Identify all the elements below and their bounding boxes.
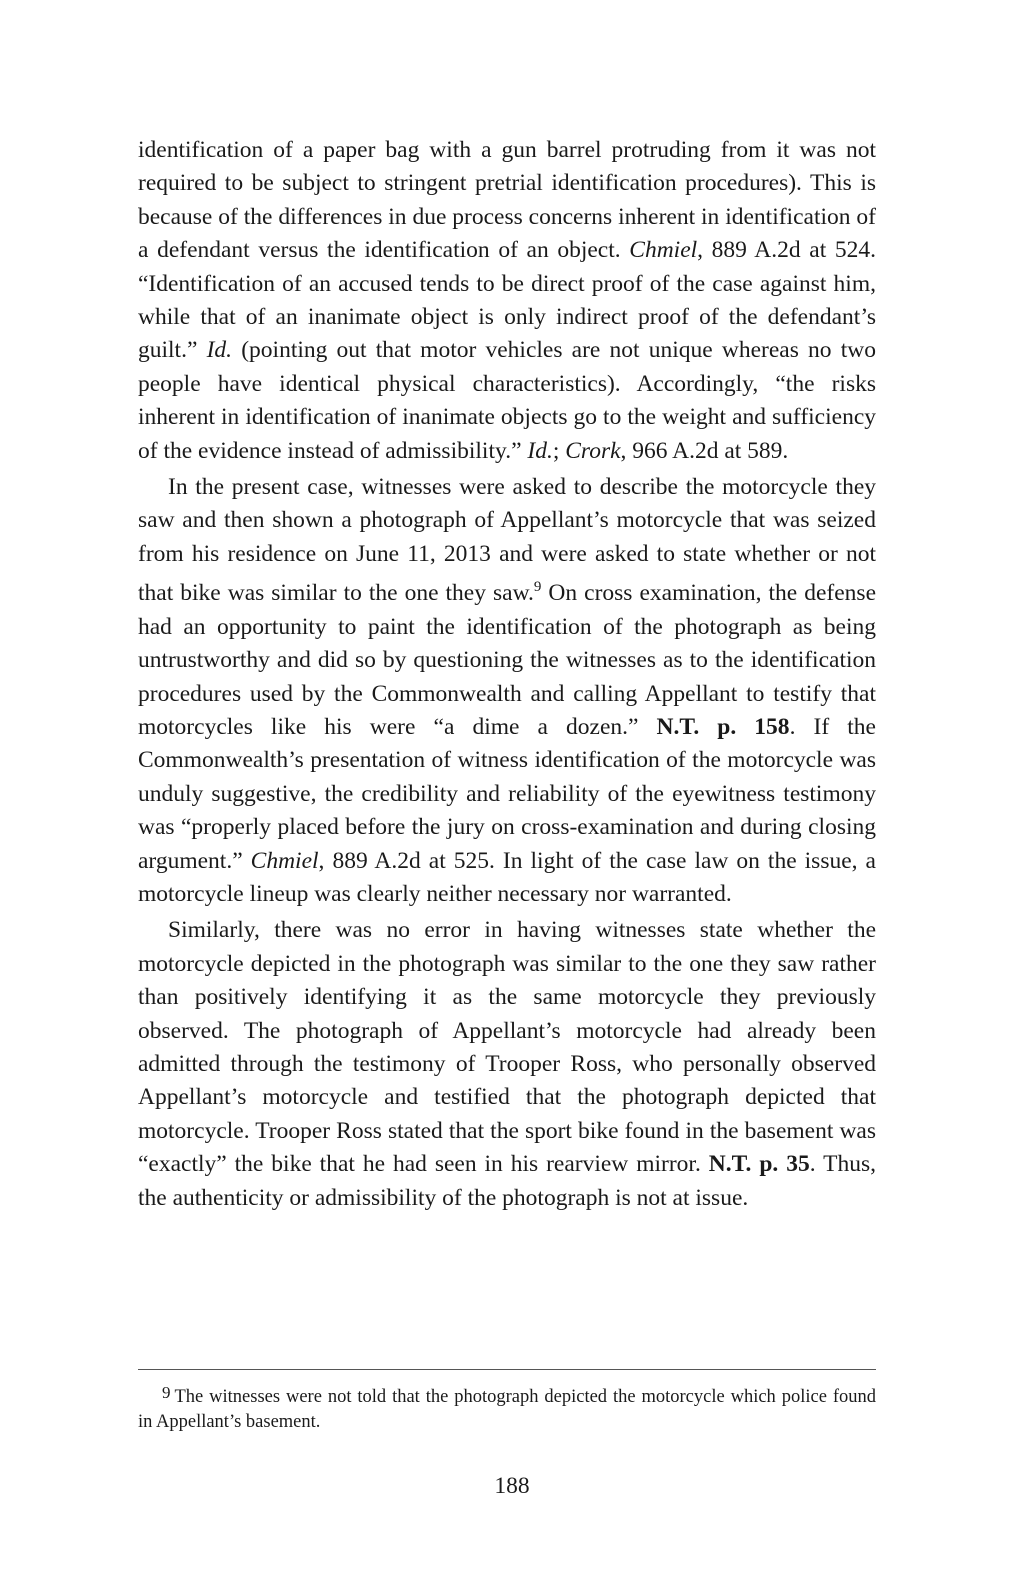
text-run: On cross examination, the defense had an opportunity to paint the identification of the photograph as being untrustworthy and did so by questioning the witnesses as to the identification procedures used by the Commonwealth and calling Appellant to testify that motorcycles like his were “a dime a dozen.” xyxy=(138,580,876,740)
text-run: (pointing out that motor vehicles are not unique whereas no two people have identical physical characteristics). Accordingly, “the risks inherent in identification of inanimate objects go to the weight and sufficiency of the evidence instead of admissibility.” xyxy=(138,337,876,464)
footnote-reference[interactable]: 9 xyxy=(533,579,542,596)
footnote-text: The witnesses were not told that the photograph depicted the motorcycle which police found in Appellant’s basement. xyxy=(138,1387,876,1432)
transcript-reference: N.T. p. 158 xyxy=(656,713,790,740)
paragraph-1 xyxy=(138,134,876,468)
text-run: . If the Commonwealth’s presentation of witness identification of the motorcycle was unduly suggestive, the credibility and reliability of the eyewitness testimony was “properly placed before the jury on cross-examination and during closing argument.” xyxy=(138,713,876,874)
footnote-divider xyxy=(138,1369,876,1370)
text-run: . Thus, the authenticity or admissibility of the photograph is not at issue. xyxy=(138,1151,876,1211)
paragraph-2 xyxy=(138,471,876,911)
text-run: , 889 A.2d at 524. “Identification of an accused tends to be direct proof of the case against him, while that of an inanimate object is only indirect proof of the defendant’s guilt.” xyxy=(138,237,876,364)
text-run: ; xyxy=(552,437,566,464)
case-citation: Chmiel xyxy=(250,847,319,874)
footnote xyxy=(138,1381,876,1434)
body-text xyxy=(138,134,876,1215)
text-run: , 966 A.2d at 589. xyxy=(620,437,789,464)
text-run: , 889 A.2d at 525. In light of the case law on the issue, a motorcycle lineup was clearly neither necessary nor warranted. xyxy=(138,847,876,907)
id-citation: Id. xyxy=(206,337,233,364)
text-run: In the present case, witnesses were asked to describe the motorcycle they saw and then shown a photograph of Appellant’s motorcycle that was seized from his residence on June 11, 2013 and were asked to state whether or not that bike was similar to the one they saw. xyxy=(138,474,876,607)
page-number: 188 xyxy=(494,1473,530,1499)
case-citation: Chmiel xyxy=(629,237,698,264)
case-citation: Crork xyxy=(565,437,621,464)
transcript-reference: N.T. p. 35 xyxy=(708,1151,810,1178)
id-citation: Id. xyxy=(527,437,553,464)
text-run: identification of a paper bag with a gun barrel protruding from it was not required to be subject to stringent pretrial identification procedures). This is because of the differences in due process concerns inherent in identification of a defendant versus the identification of an object. xyxy=(138,137,876,264)
paragraph-3 xyxy=(138,914,876,1215)
text-run: Similarly, there was no error in having witnesses state whether the motorcycle depicted in the photograph was similar to the one they saw rather than positively identifying it as the same motorcycle they previously observed. The photograph of Appellant’s motorcycle had already been admitted through the testimony of Trooper Ross, who personally observed Appellant’s motorcycle and testified that the photograph depicted that motorcycle. Trooper Ross stated that the sport bike found in the basement was “exactly” the bike that he had seen in his rearview mirror. xyxy=(138,917,876,1178)
footnote-marker: 9 xyxy=(162,1383,171,1402)
